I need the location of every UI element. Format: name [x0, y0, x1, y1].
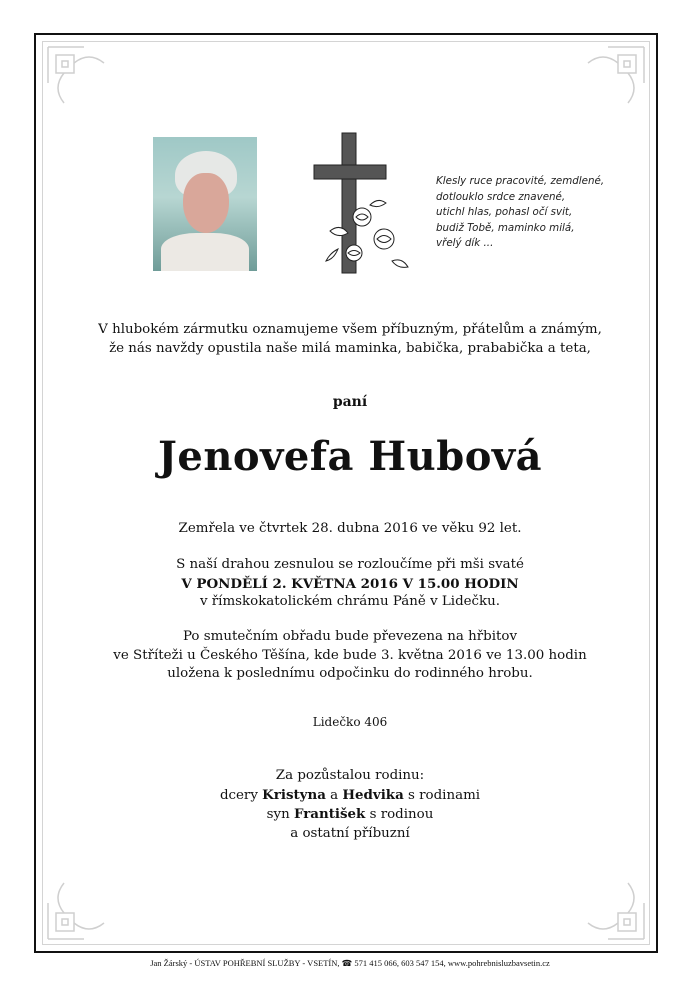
footer-contacts: 571 415 066, 603 547 154, www.pohrebnisluzbavsetin.cz — [354, 958, 550, 968]
poem-line: Klesly ruce pracovité, zemdlené, — [436, 175, 605, 187]
corner-ornament-icon — [578, 873, 648, 943]
poem-line: budiž Tobě, maminko milá, — [436, 221, 575, 234]
phone-icon: ☎ — [341, 958, 353, 968]
son-suffix: s rodinou — [369, 807, 434, 822]
daughters-prefix: dcery — [219, 787, 258, 803]
son-name: František — [293, 806, 366, 822]
death-date-line: Zemřela ve čtvrtek 28. dubna 2016 ve věku 92 let. — [178, 521, 522, 536]
son-prefix: syn — [266, 807, 290, 822]
daughter-name: Kristyna — [262, 786, 326, 803]
deceased-photo — [153, 137, 257, 271]
poem-line: vřelý dík ... — [436, 237, 494, 249]
title-word: paní — [332, 394, 368, 410]
son-line — [0, 805, 700, 825]
intro-text — [0, 321, 700, 358]
address: Lidečko 406 — [312, 715, 388, 729]
mass-location: v římskokatolickém chrámu Páně v Lidečku. — [199, 594, 501, 609]
family-signature — [0, 767, 700, 843]
burial-line: ve Stříteži u Českého Těšína, kde bude 3. května 2016 ve 13.00 hodin — [113, 647, 587, 663]
funeral-mass-info — [0, 556, 700, 612]
burial-info — [0, 628, 700, 684]
daughter-name: Hedvika — [342, 786, 404, 803]
corner-ornament-icon — [44, 873, 114, 943]
mass-datetime: V PONDĚLÍ 2. KVĚTNA 2016 V 15.00 HODIN — [181, 575, 519, 592]
conjunction: a — [330, 787, 339, 803]
daughters-line — [0, 786, 700, 806]
family-heading: Za pozůstalou rodinu: — [275, 768, 425, 783]
intro-line: že nás navždy opustila naše milá maminka, babička, prababička a teta, — [109, 340, 591, 356]
footer-company: Jan Žárský - ÚSTAV POHŘEBNÍ SLUŽBY - VSETÍN, — [150, 958, 340, 968]
mass-line: S naší drahou zesnulou se rozloučíme při mši svaté — [176, 557, 524, 572]
daughters-suffix: s rodinami — [408, 787, 481, 803]
cross-with-roses-icon — [312, 131, 412, 281]
memorial-poem — [436, 174, 636, 252]
corner-ornament-icon — [578, 43, 648, 113]
burial-line: Po smutečním obřadu bude převezena na hřbitov — [182, 629, 518, 644]
footer — [0, 958, 700, 969]
intro-line: V hlubokém zármutku oznamujeme všem příbuzným, přátelům a známým, — [98, 322, 602, 337]
poem-line: dotlouklo srdce znavené, — [436, 190, 566, 203]
poem-line: utichl hlas, pohasl očí svit, — [436, 206, 573, 218]
burial-line: uložena k poslednímu odpočinku do rodinného hrobu. — [167, 666, 533, 681]
deceased-name: Jenovefa Hubová — [157, 433, 543, 480]
corner-ornament-icon — [44, 43, 114, 113]
others-line: a ostatní příbuzní — [290, 825, 410, 841]
